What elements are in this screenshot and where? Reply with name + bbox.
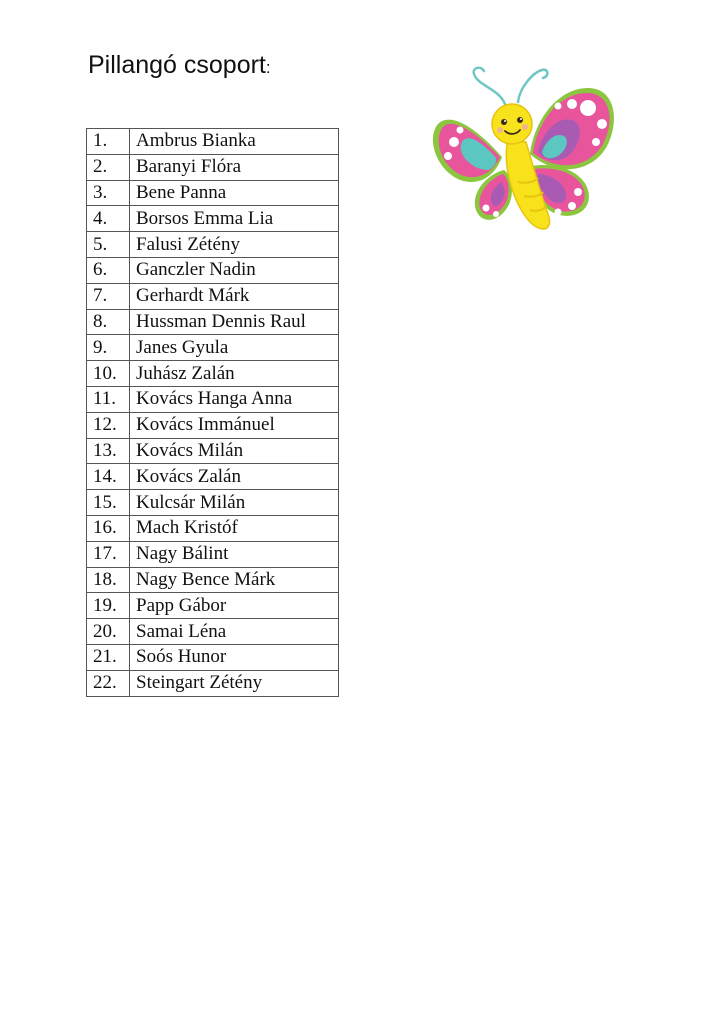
table-row [87, 593, 339, 619]
table-row [87, 619, 339, 645]
table-row [87, 644, 339, 670]
row-name: Kovács Milán [130, 438, 339, 464]
row-name: Soós Hunor [130, 644, 339, 670]
row-name: Juhász Zalán [130, 361, 339, 387]
butterfly-head [492, 104, 532, 144]
row-name: Ambrus Bianka [130, 129, 339, 155]
page-title [88, 47, 271, 86]
row-number: 18. [87, 567, 130, 593]
row-number: 20. [87, 619, 130, 645]
table-row [87, 515, 339, 541]
row-number: 8. [87, 309, 130, 335]
table-row [87, 309, 339, 335]
row-name: Baranyi Flóra [130, 154, 339, 180]
row-name: Kovács Hanga Anna [130, 386, 339, 412]
row-name: Bene Panna [130, 180, 339, 206]
row-name: Falusi Zétény [130, 232, 339, 258]
row-number: 9. [87, 335, 130, 361]
row-number: 17. [87, 541, 130, 567]
row-number: 2. [87, 154, 130, 180]
butterfly-icon [430, 62, 620, 242]
row-name: Papp Gábor [130, 593, 339, 619]
row-number: 7. [87, 283, 130, 309]
table-row [87, 361, 339, 387]
row-number: 5. [87, 232, 130, 258]
row-number: 19. [87, 593, 130, 619]
row-name: Steingart Zétény [130, 670, 339, 696]
row-number: 12. [87, 412, 130, 438]
table-row [87, 567, 339, 593]
table-row [87, 129, 339, 155]
row-number: 4. [87, 206, 130, 232]
row-name: Kulcsár Milán [130, 490, 339, 516]
table-row [87, 232, 339, 258]
row-number: 21. [87, 644, 130, 670]
table-row [87, 180, 339, 206]
table-row [87, 206, 339, 232]
row-name: Janes Gyula [130, 335, 339, 361]
butterfly-antennae [474, 68, 548, 104]
row-name: Nagy Bálint [130, 541, 339, 567]
row-number: 14. [87, 464, 130, 490]
table-row [87, 386, 339, 412]
table-row [87, 412, 339, 438]
table-row [87, 464, 339, 490]
row-number: 16. [87, 515, 130, 541]
row-number: 13. [87, 438, 130, 464]
table-row [87, 670, 339, 696]
butterfly-left-upper-wing [433, 120, 502, 182]
table-row [87, 335, 339, 361]
row-name: Borsos Emma Lia [130, 206, 339, 232]
row-name: Gerhardt Márk [130, 283, 339, 309]
row-number: 1. [87, 129, 130, 155]
row-number: 11. [87, 386, 130, 412]
butterfly-right-upper-wing [530, 88, 614, 169]
table-row [87, 438, 339, 464]
row-name: Mach Kristóf [130, 515, 339, 541]
page-title-colon: : [265, 58, 271, 77]
row-name: Nagy Bence Márk [130, 567, 339, 593]
table-row [87, 257, 339, 283]
row-number: 6. [87, 257, 130, 283]
table-row [87, 541, 339, 567]
row-name: Hussman Dennis Raul [130, 309, 339, 335]
row-name: Kovács Zalán [130, 464, 339, 490]
roster-table [86, 128, 339, 697]
row-number: 22. [87, 670, 130, 696]
table-row [87, 283, 339, 309]
table-row [87, 154, 339, 180]
row-name: Samai Léna [130, 619, 339, 645]
table-row [87, 490, 339, 516]
page-title-text: Pillangó csoport [88, 51, 266, 79]
row-name: Ganczler Nadin [130, 257, 339, 283]
roster-table-body [87, 129, 339, 697]
row-number: 15. [87, 490, 130, 516]
row-name: Kovács Immánuel [130, 412, 339, 438]
row-number: 3. [87, 180, 130, 206]
row-number: 10. [87, 361, 130, 387]
